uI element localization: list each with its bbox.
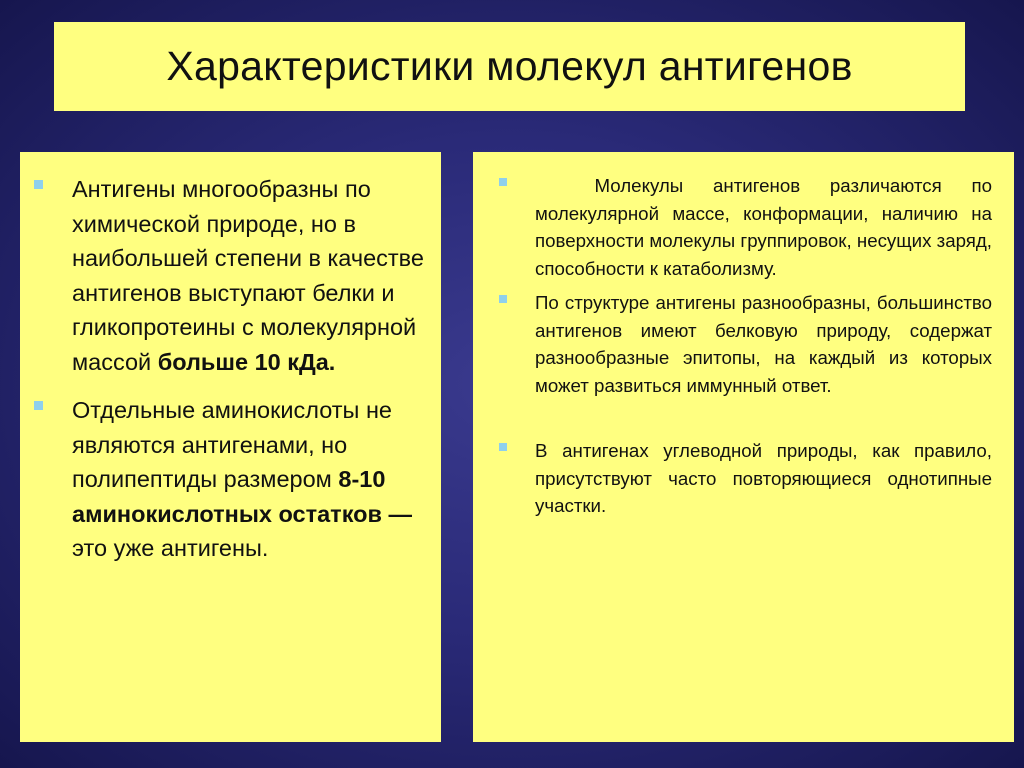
right-item-2-text: По структуре антигены разнообразны, большинство антигенов имеют белковую природу, содержат разнообразные эпитопы, на каждый из которых может развиться иммунный ответ. xyxy=(535,292,992,396)
left-item-1-bold: больше 10 кДа. xyxy=(157,348,336,375)
right-item-1-text: Молекулы антигенов различаются по молекулярной массе, конформации, наличию на поверхности молекулы группировок, несущих заряд, способности к катаболизму. xyxy=(535,175,998,279)
right-bullet-item-1 xyxy=(497,172,998,282)
left-panel xyxy=(20,152,441,742)
square-bullet-icon xyxy=(499,443,507,451)
left-item-2-bold: 8-10 аминокислотных остатков — xyxy=(72,466,412,527)
square-bullet-icon xyxy=(34,401,43,410)
square-bullet-icon xyxy=(499,295,507,303)
right-bullet-item-2 xyxy=(497,289,992,399)
right-item-3-text: В антигенах углеводной природы, как правило, присутствуют часто повторяющиеся однотипные участки. xyxy=(535,440,992,516)
right-bullet-item-3 xyxy=(497,437,992,520)
left-item-1-body: Антигены многообразны по химической природе, но в наибольшей степени в качестве антигенов выступают белки и гликопротеины с молекулярной массой xyxy=(72,176,424,375)
left-bullet-item-2 xyxy=(34,393,425,566)
left-item-2-text xyxy=(72,393,425,566)
left-item-2-body: Отдельные аминокислоты не являются антигенами, но полипептиды размером xyxy=(72,397,393,492)
left-item-1-text xyxy=(72,172,425,379)
slide-title: Характеристики молекул антигенов xyxy=(166,43,853,89)
square-bullet-icon xyxy=(34,180,43,189)
right-panel xyxy=(473,152,1014,742)
square-bullet-icon xyxy=(499,178,507,186)
title-box xyxy=(54,22,965,111)
left-bullet-item-1 xyxy=(34,172,425,379)
left-item-2-tail: это уже антигены. xyxy=(72,535,269,561)
